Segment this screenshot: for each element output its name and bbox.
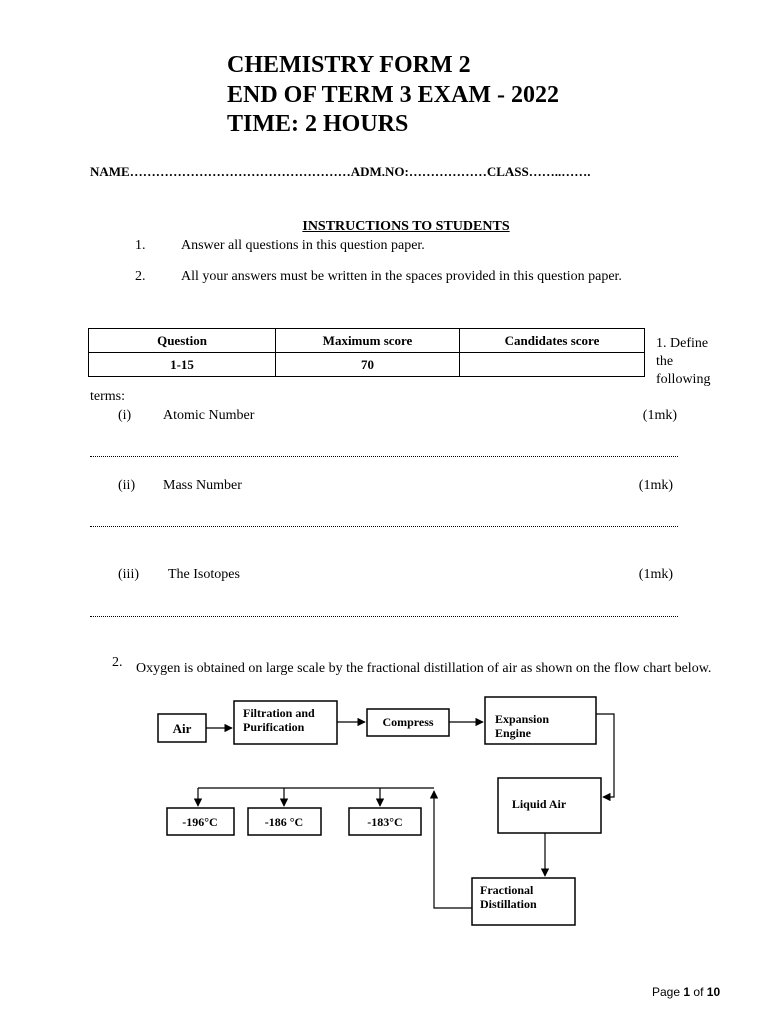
air-label: Air: [172, 721, 192, 736]
score-table-header-max: Maximum score: [276, 329, 460, 353]
score-table-header-question: Question: [89, 329, 276, 353]
exam-title-time: TIME: 2 HOURS: [227, 111, 409, 137]
student-info-line: NAME……………………………………………ADM.NO:………………CLASS……..…….: [90, 164, 591, 179]
fractional-label-1: Fractional: [480, 883, 534, 897]
page-footer: [652, 985, 720, 999]
q1-part-iii-marks: (1mk): [638, 567, 673, 582]
q1-part-ii-text: Mass Number: [163, 478, 242, 493]
footer-total-pages: 10: [706, 985, 721, 999]
instruction-text-1: Answer all questions in this question paper.: [181, 238, 425, 253]
fractional-label-2: Distillation: [480, 897, 537, 911]
exam-title-subject: CHEMISTRY FORM 2: [227, 52, 471, 78]
question2-number: 2.: [112, 655, 123, 670]
q1-part-iii-text: The Isotopes: [168, 567, 240, 582]
footer-page-number: 1: [683, 985, 691, 999]
q1-part-i-text: Atomic Number: [163, 408, 255, 423]
instruction-text-2: All your answers must be written in the spaces provided in this question paper.: [181, 269, 622, 284]
instruction-number-2: 2.: [135, 269, 146, 284]
q1-part-ii-marks: (1mk): [638, 478, 673, 493]
question2-text: Oxygen is obtained on large scale by the fractional distillation of air as shown on the flow chart below.: [136, 661, 712, 676]
arrow-distillation-up: [434, 791, 472, 908]
footer-page-word: Page: [652, 985, 681, 999]
compress-label: Compress: [382, 715, 434, 729]
question1-intro: 1. Define the following: [656, 336, 711, 387]
q1-part-iii-number: (iii): [118, 567, 139, 582]
score-table-cell-question: 1-15: [89, 353, 276, 377]
exam-title-term: END OF TERM 3 EXAM - 2022: [227, 82, 559, 108]
temp-196-label: -196°C: [182, 815, 218, 829]
score-table-cell-max: 70: [276, 353, 460, 377]
expansion-label-1: Expansion: [495, 712, 550, 726]
q1-part-ii-number: (ii): [118, 478, 136, 493]
filtration-label-1: Filtration and: [243, 706, 315, 720]
temp-186-label: -186 °C: [264, 815, 304, 829]
temp-183-label: -183°C: [367, 815, 403, 829]
score-table-header-candidate: Candidates score: [460, 329, 645, 353]
instruction-number-1: 1.: [135, 238, 146, 253]
q1-part-i-number: (i): [118, 408, 132, 423]
instructions-heading: INSTRUCTIONS TO STUDENTS: [302, 219, 510, 234]
q1-part-i-marks: (1mk): [642, 408, 677, 423]
filtration-label-2: Purification: [243, 720, 305, 734]
expansion-label-2: Engine: [495, 726, 532, 740]
liquid-air-label: Liquid Air: [511, 797, 567, 811]
question1-intro-continued: terms:: [90, 389, 125, 404]
footer-of-word: of: [693, 985, 704, 999]
